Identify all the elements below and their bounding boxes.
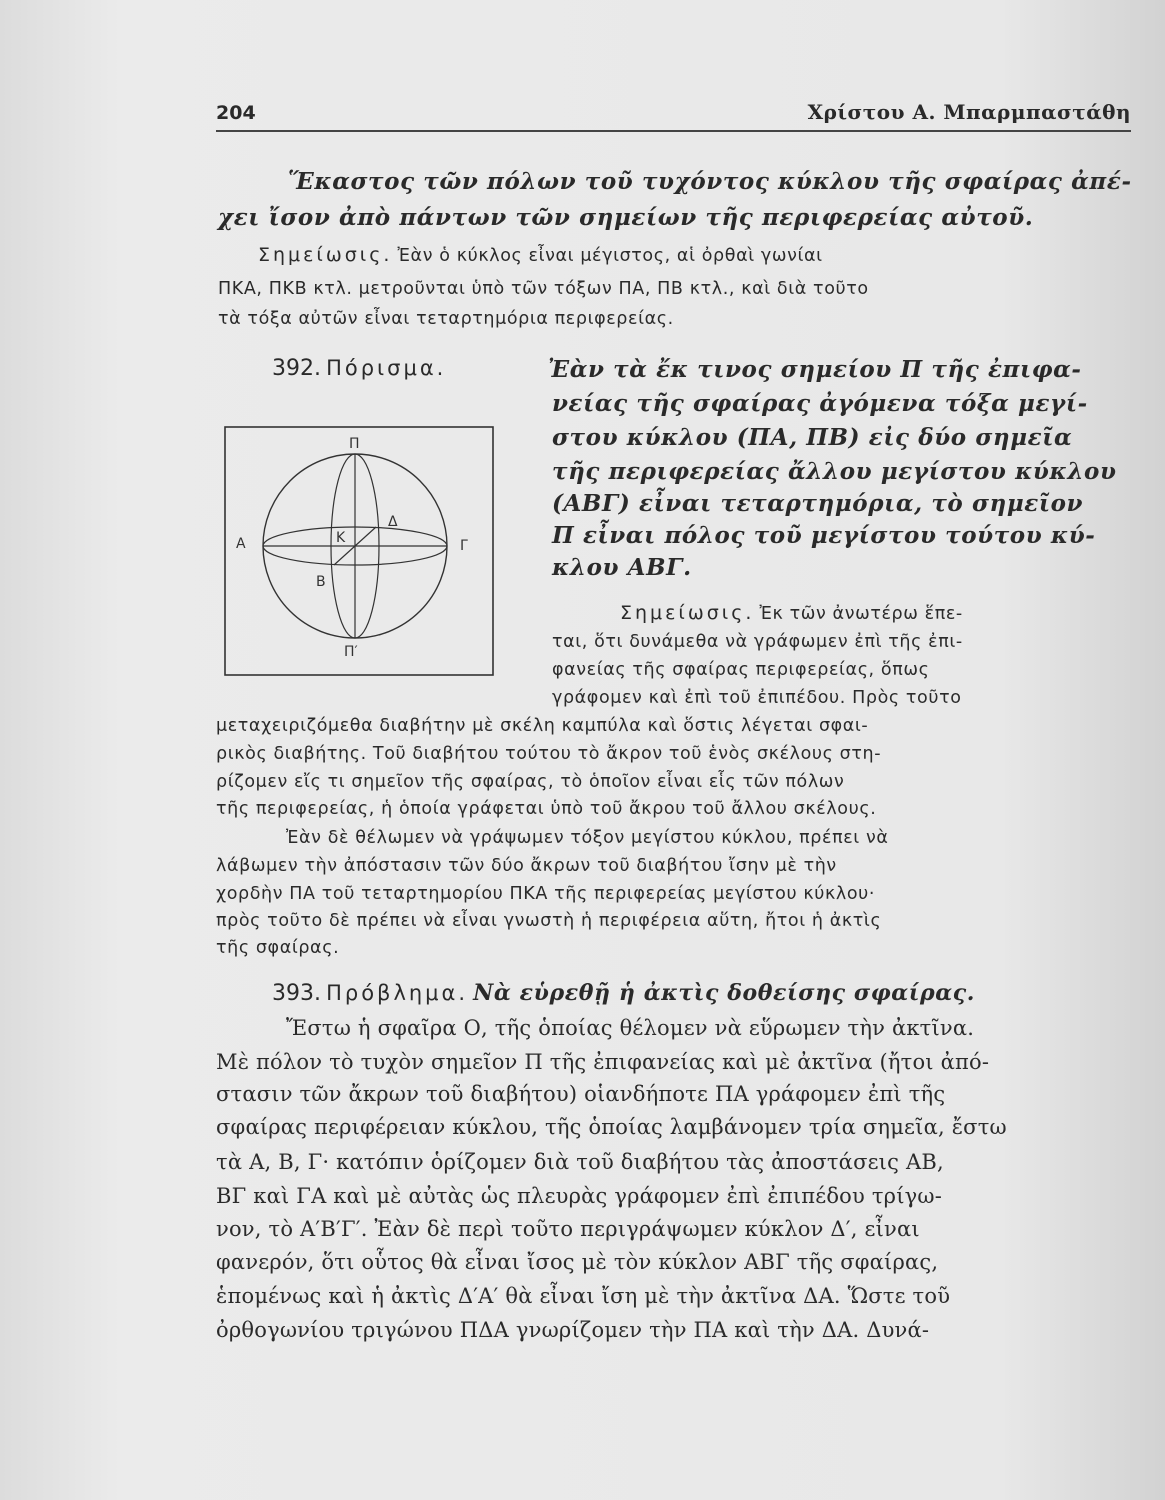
remark-2-line-9: Ἐὰν δὲ θέλωμεν νὰ γράψωμεν τόξον μεγίστου κύκλου, πρέπει νὰ <box>286 828 889 848</box>
section-393-label: Πρόβλημα. <box>326 981 469 1005</box>
label-d: Δ <box>388 514 398 530</box>
remark-2-line-13: τῆς σφαίρας. <box>216 938 340 958</box>
sphere-diagram <box>224 426 494 676</box>
label-b: Β <box>316 574 326 590</box>
section-392-line-5: (ΑΒΓ) εἶναι τεταρτημόρια, τὸ σημεῖον <box>552 490 1084 517</box>
remark-2-line-8: τῆς περιφερείας, ἡ ὁποία γράφεται ὑπὸ τοῦ ἄκρου τοῦ ἄλλου σκέλους. <box>216 799 877 819</box>
remark-1-line-3: τὰ τόξα αὐτῶν εἶναι τεταρτημόρια περιφερείας. <box>218 309 674 329</box>
section-392-line-3: στου κύκλου (ΠΑ, ΠΒ) εἰς δύο σημεῖα <box>552 424 1073 451</box>
remark-2-label: Σημείωσις. <box>620 602 755 624</box>
remark-2-line-11: χορδὴν ΠΑ τοῦ τεταρτημορίου ΠΚΑ τῆς περιφερείας μεγίστου κύκλου· <box>216 884 876 904</box>
section-392-label: Πόρισμα. <box>326 356 447 380</box>
running-head: Χρίστου Α. Μπαρμπαστάθη <box>807 100 1131 124</box>
page-number: 204 <box>216 102 256 124</box>
remark-1-label: Σημείωσις. <box>258 244 393 266</box>
label-top: Π <box>349 436 360 452</box>
section-393-line-10: ὀρθογωνίου τριγώνου ΠΔΑ γνωρίζομεν τὴν ΠΑ καὶ τὴν ΔΑ. Δυνά- <box>216 1318 930 1342</box>
label-center: Κ <box>336 530 346 546</box>
remark-1-first-line <box>258 244 823 266</box>
remark-2-first-line <box>620 602 963 624</box>
remark-2-line-1: Ἐκ τῶν ἀνωτέρω ἕπε- <box>759 604 963 624</box>
label-bottom: Π′ <box>344 644 358 660</box>
remark-2-line-2: ται, ὅτι δυνάμεθα νὰ γράφωμεν ἐπὶ τῆς ἐπι- <box>552 632 963 652</box>
section-393-line-6: ΒΓ καὶ ΓΑ καὶ μὲ αὐτὰς ὡς πλευρὰς γράφομεν ἐπὶ ἐπιπέδου τρίγω- <box>216 1184 943 1208</box>
remark-2-line-12: πρὸς τοῦτο δὲ πρέπει νὰ εἶναι γνωστὴ ἡ περιφέρεια αὕτη, ἤτοι ἡ ἀκτὶς <box>216 911 882 931</box>
section-392-heading <box>272 356 446 381</box>
section-393-line-3: στασιν τῶν ἄκρων τοῦ διαβήτου) οἱανδήποτε ΠΑ γράφομεν ἐπὶ τῆς <box>216 1082 946 1106</box>
remark-1-line-2: ΠΚΑ, ΠΚΒ κτλ. μετροῦνται ὑπὸ τῶν τόξων ΠΑ, ΠΒ κτλ., καὶ διὰ τοῦτο <box>218 279 869 299</box>
remark-2-line-5: μεταχειριζόμεθα διαβήτην μὲ σκέλη καμπύλα καὶ ὅστις λέγεται σφαι- <box>216 716 869 736</box>
section-393-line-9: ἑπομένως καὶ ἡ ἀκτὶς Δ′Α′ θὰ εἶναι ἴση μὲ τὴν ἀκτῖνα ΔΑ. Ὥστε τοῦ <box>216 1284 951 1308</box>
label-left: Α <box>236 536 246 552</box>
section-392-line-1: Ἐὰν τὰ ἔκ τινος σημείου Π τῆς ἐπιφα- <box>548 356 1082 383</box>
section-392-line-4: τῆς περιφερείας ἄλλου μεγίστου κύκλου <box>552 458 1117 485</box>
page-header <box>216 96 1131 132</box>
header-rule <box>216 130 1131 132</box>
remark-2-line-6: ρικὸς διαβήτης. Τοῦ διαβήτου τούτου τὸ ἄκρον τοῦ ἑνὸς σκέλους στη- <box>216 744 882 764</box>
section-392-line-2: νείας τῆς σφαίρας ἀγόμενα τόξα μεγί- <box>552 390 1088 417</box>
remark-2-line-3: φανείας τῆς σφαίρας περιφερείας, ὅπως <box>552 660 930 680</box>
section-393-heading <box>272 980 975 1006</box>
section-393-line-5: τὰ Α, Β, Γ· κατόπιν ὁρίζομεν διὰ τοῦ διαβήτου τὰς ἀποστάσεις ΑΒ, <box>216 1150 944 1174</box>
section-393-line-1: Ἔστω ἡ σφαῖρα Ο, τῆς ὁποίας θέλομεν νὰ εὕρωμεν τὴν ἀκτῖνα. <box>286 1016 975 1040</box>
statement-line-1: Ἕκαστος τῶν πόλων τοῦ τυχόντος κύκλου τῆς σφαίρας ἀπέ- <box>288 168 1132 195</box>
section-392-line-6: Π εἶναι πόλος τοῦ μεγίστου τούτου κύ- <box>552 522 1096 549</box>
remark-2-line-7: ρίζομεν εἴς τι σημεῖον τῆς σφαίρας, τὸ ὁποῖον εἶναι εἷς τῶν πόλων <box>216 772 845 792</box>
statement-line-2: χει ἴσον ἀπὸ πάντων τῶν σημείων τῆς περιφερείας αὐτοῦ. <box>218 204 1034 231</box>
section-393-line-2: Μὲ πόλον τὸ τυχὸν σημεῖον Π τῆς ἐπιφανείας καὶ μὲ ἀκτῖνα (ἤτοι ἀπό- <box>216 1050 990 1074</box>
remark-2-line-10: λάβωμεν τὴν ἀπόστασιν τῶν δύο ἄκρων τοῦ διαβήτου ἴσην μὲ τὴν <box>216 856 837 876</box>
section-392-number: 392. <box>272 356 321 381</box>
sphere-figure <box>224 426 494 676</box>
remark-1-line-1: Ἐὰν ὁ κύκλος εἶναι μέγιστος, αἱ ὀρθαὶ γωνίαι <box>397 246 823 266</box>
section-393-line-7: νον, τὸ Α′Β′Γ′. Ἐὰν δὲ περὶ τοῦτο περιγράψωμεν κύκλον Δ′, εἶναι <box>216 1217 920 1241</box>
section-393-number: 393. <box>272 981 321 1006</box>
section-393-title: Νὰ εὑρεθῇ ἡ ἀκτὶς δοθείσης σφαίρας. <box>473 980 976 1006</box>
section-393-line-8: φανερόν, ὅτι οὗτος θὰ εἶναι ἴσος μὲ τὸν κύκλον ΑΒΓ τῆς σφαίρας, <box>216 1250 939 1274</box>
label-right: Γ <box>460 538 468 554</box>
section-393-line-4: σφαίρας περιφέρειαν κύκλου, τῆς ὁποίας λαμβάνομεν τρία σημεῖα, ἔστω <box>216 1115 1007 1139</box>
remark-2-line-4: γράφομεν καὶ ἐπὶ τοῦ ἐπιπέδου. Πρὸς τοῦτο <box>552 688 962 708</box>
section-392-line-7: κλου ΑΒΓ. <box>552 554 692 581</box>
